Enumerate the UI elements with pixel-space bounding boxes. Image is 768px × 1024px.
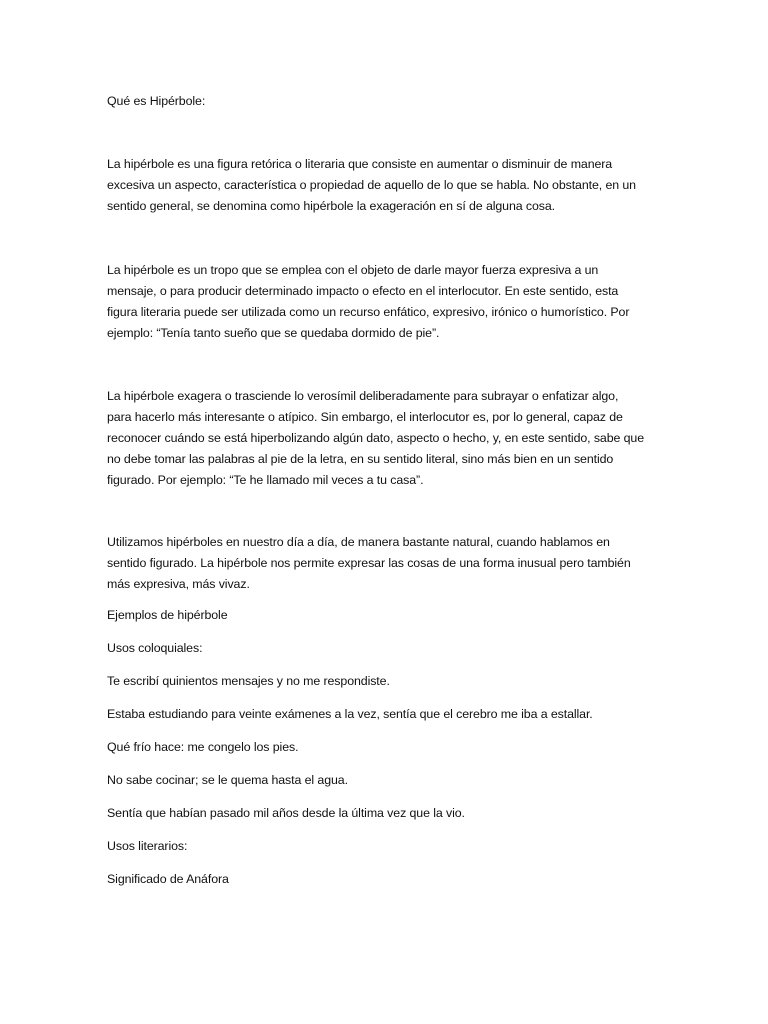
examples-heading: Ejemplos de hipérbole [107, 608, 228, 622]
colloquial-item: Qué frío hace: me congelo los pies. [107, 740, 299, 754]
paragraph-line: reconocer cuándo se está hiperbolizando algún dato, aspecto o hecho, y, en este sentido, sabe que [107, 431, 645, 445]
paragraph-line: La hipérbole es una figura retórica o literaria que consiste en aumentar o disminuir de manera [107, 157, 613, 171]
paragraph-line: mensaje, o para producir determinado impacto o efecto en el interlocutor. En este sentido, esta [107, 284, 619, 298]
last-line: Significado de Anáfora [107, 872, 229, 886]
paragraph-line: figurado. Por ejemplo: “Te he llamado mil veces a tu casa”. [107, 473, 424, 487]
colloquial-item: Te escribí quinientos mensajes y no me respondiste. [107, 674, 390, 688]
paragraph-line: figura literaria puede ser utilizada como un recurso enfático, expresivo, irónico o humorístico. Por [107, 305, 630, 319]
paragraph-line: excesiva un aspecto, característica o propiedad de aquello de lo que se habla. No obstante, en un [107, 178, 636, 192]
colloquial-heading: Usos coloquiales: [107, 641, 203, 655]
paragraph-4 [107, 532, 647, 595]
paragraph-1 [107, 154, 647, 217]
literary-heading: Usos literarios: [107, 839, 188, 853]
paragraph-line: no debe tomar las palabras al pie de la letra, en su sentido literal, sino más bien en un sentido [107, 452, 614, 466]
paragraph-line: Utilizamos hipérboles en nuestro día a día, de manera bastante natural, cuando hablamos en [107, 535, 610, 549]
paragraph-3 [107, 386, 647, 491]
colloquial-item: No sabe cocinar; se le quema hasta el agua. [107, 773, 348, 787]
paragraph-line: para hacerlo más interesante o atípico. Sin embargo, el interlocutor es, por lo general, capaz de [107, 410, 623, 424]
paragraph-line: ejemplo: “Tenía tanto sueño que se quedaba dormido de pie”. [107, 326, 440, 340]
paragraph-line: La hipérbole es un tropo que se emplea con el objeto de darle mayor fuerza expresiva a un [107, 263, 599, 277]
paragraph-line: La hipérbole exagera o trasciende lo verosímil deliberadamente para subrayar o enfatizar algo, [107, 389, 619, 403]
colloquial-item: Estaba estudiando para veinte exámenes a la vez, sentía que el cerebro me iba a estallar. [107, 707, 593, 721]
paragraph-line: más expresiva, más vivaz. [107, 577, 250, 591]
paragraph-line: sentido general, se denomina como hipérbole la exageración en sí de alguna cosa. [107, 199, 556, 213]
document-title: Qué es Hipérbole: [107, 94, 206, 108]
colloquial-item: Sentía que habían pasado mil años desde la última vez que la vio. [107, 806, 465, 820]
paragraph-line: sentido figurado. La hipérbole nos permite expresar las cosas de una forma inusual pero también [107, 556, 631, 570]
paragraph-2 [107, 260, 647, 344]
